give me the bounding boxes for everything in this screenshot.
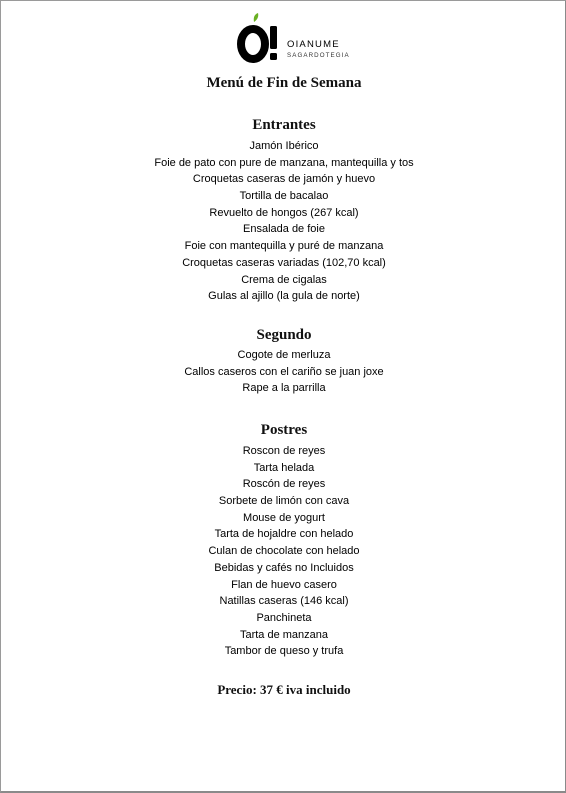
logo-mark-icon [237, 13, 283, 63]
menu-price: Precio: 37 € iva incluido [217, 682, 351, 697]
list-item: Tambor de queso y trufa [224, 645, 344, 658]
list-item: Flan de huevo casero [231, 578, 337, 591]
list-item: Jamón Ibérico [249, 140, 319, 152]
list-item: Gulas al ajillo (la gula de norte) [208, 290, 360, 303]
logo-name: OIANUME [287, 39, 340, 50]
entrantes-list [1, 138, 566, 305]
postres-list [1, 443, 566, 660]
list-item: Ensalada de foie [243, 223, 325, 236]
list-item: Culan de chocolate con helado [208, 545, 360, 558]
list-item: Foie con mantequilla y puré de manzana [184, 240, 384, 253]
list-item: Cogote de merluza [237, 349, 331, 361]
section-heading-postres: Postres [260, 422, 308, 438]
list-item: Rape a la parrilla [242, 382, 326, 395]
segundo-list [1, 347, 566, 397]
list-item: Roscón de reyes [242, 478, 326, 491]
list-item: Crema de cigalas [241, 273, 327, 286]
list-item: Tarta helada [253, 461, 315, 474]
section-heading-segundo: Segundo [256, 327, 312, 343]
list-item: Croquetas caseras de jamón y huevo [192, 173, 376, 186]
list-item: Callos caseros con el cariño se juan joxe [184, 365, 384, 378]
restaurant-logo [1, 13, 566, 63]
list-item: Tarta de hojaldre con helado [214, 528, 354, 541]
list-item: Natillas caseras (146 kcal) [219, 595, 349, 608]
menu-title: Menú de Fin de Semana [206, 75, 362, 91]
list-item: Tarta de manzana [239, 628, 329, 641]
logo-subtitle: SAGARDOTEGIA [287, 52, 350, 59]
list-item: Croquetas caseras variadas (102,70 kcal) [182, 256, 386, 269]
list-item: Mouse de yogurt [243, 511, 325, 524]
list-item: Tortilla de bacalao [239, 190, 329, 203]
list-item: Roscon de reyes [242, 445, 326, 457]
list-item: Panchineta [256, 611, 312, 624]
list-item: Bebidas y cafés no Incluidos [214, 561, 354, 574]
list-item: Revuelto de hongos (267 kcal) [209, 206, 359, 219]
list-item: Foie de pato con pure de manzana, mantequilla y tos [154, 156, 414, 169]
list-item: Sorbete de limón con cava [218, 495, 350, 508]
section-heading-entrantes: Entrantes [252, 117, 316, 133]
